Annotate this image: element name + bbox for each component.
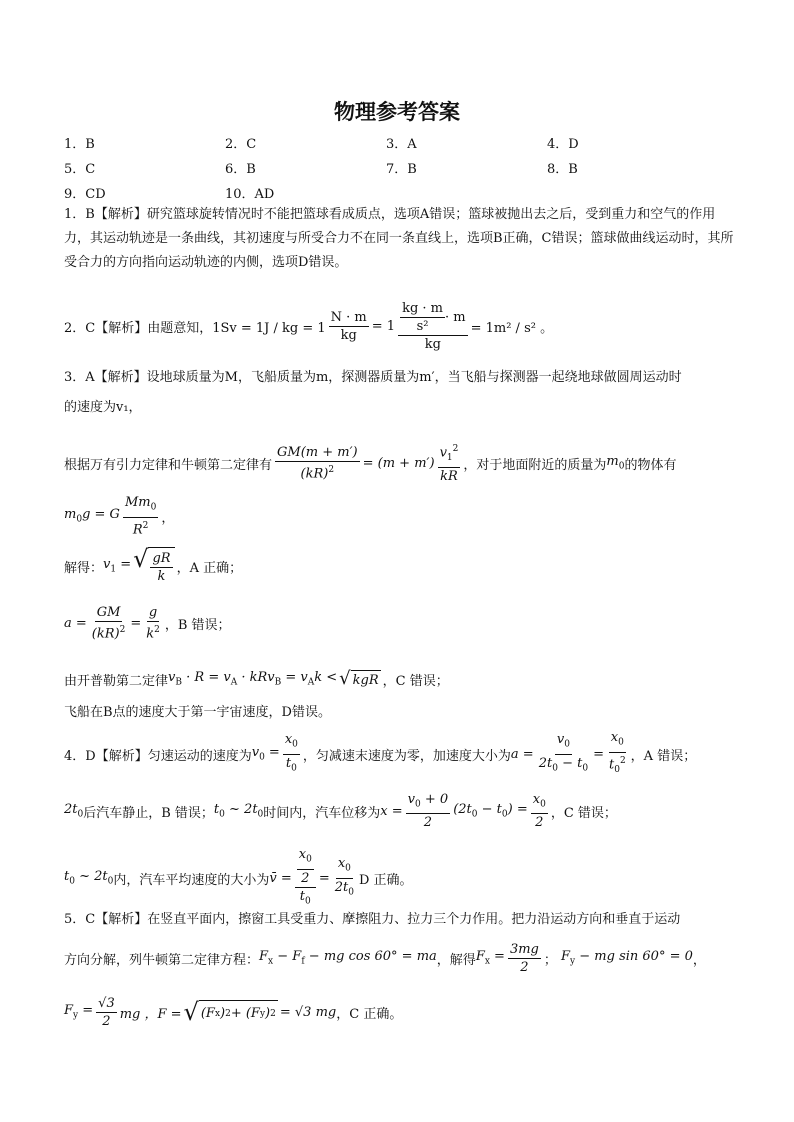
q5-line-1: 5．C【解析】在竖直平面内，擦窗工具受重力、摩擦阻力、拉力三个力作用。把力沿运动方向和垂直于运动 xyxy=(64,912,681,927)
q5-l2-b: ，解得 xyxy=(436,952,476,968)
q2-f2-inner-den: s² xyxy=(416,318,429,334)
q2-f2-num-tail: · m xyxy=(445,309,466,325)
answer-cell: 1．B xyxy=(64,137,95,152)
q4-l1-a: 4．D【解析】匀速运动的速度为 xyxy=(64,748,252,764)
q2-fraction-2 xyxy=(398,300,468,353)
answer-cell: 7．B xyxy=(386,162,417,177)
q5-l2-d: ， xyxy=(692,952,706,968)
q2-f1-num: N · m xyxy=(330,309,367,325)
q2-f2-den: kg xyxy=(424,336,441,352)
answer-cell: 8．B xyxy=(547,162,578,177)
q2-fraction-1 xyxy=(329,309,369,344)
page-title: 物理参考答案 xyxy=(334,100,460,124)
q3-kepler-tail: ，C 错误； xyxy=(382,673,449,689)
q5-line-2: 方向分解，列牛顿第二定律方程： $F_x - F_f$ − mg cos 60° = ma ，解得 $F_x$ = $\frac{3mg}{2}$ ； $F_y$ − mg sin 60° = 0 ， xyxy=(64,941,706,975)
q2-mid: = 1 xyxy=(371,318,396,334)
q3-line3-tail: 的物体有 xyxy=(624,457,677,473)
q3-line4-tail: ， xyxy=(161,510,175,526)
answer-cell: 4．D xyxy=(547,137,579,152)
q5-l2-a: 方向分解，列牛顿第二定律方程： xyxy=(64,952,260,968)
q3-line-2: 的速度为v₁， xyxy=(64,400,142,415)
q4-l2-a: 后汽车静止，B 错误； xyxy=(83,805,214,821)
q4-line-3: $t_0$ ~ $2t_0$ 内，汽车平均速度的大小为 v̄ = $\frac{\frac{x_0}{2}}{t_0}$ = $\frac{x_0}{2t_0}$ D 正确。 xyxy=(64,846,413,907)
q4-line-2: $2t_0$ 后汽车静止，B 错误； $t_0$ ~ $2t_0$ 时间内，汽车位移为 x = $\frac{v_0 + 0}{2}$ $(2t_0 - t_0)$ = $\frac{x_0}{2}$ ，C 错误； xyxy=(64,791,617,831)
q3-centripetal-fraction: $\frac{v_1^2}{kR}$ xyxy=(438,441,461,485)
q3-acceleration: a = $\frac{GM}{(kR)^2}$ = $\frac{g}{k^2}$ ，B 错误； xyxy=(64,604,231,642)
q3-line3-lead: 根据万有引力定律和牛顿第二定律有 xyxy=(64,457,273,473)
q4-l1-b: ，匀减速末速度为零，加速度大小为 xyxy=(302,748,511,764)
q3-solve-tail: ，A 正确； xyxy=(176,560,243,576)
q4-line-1: 4．D【解析】匀速运动的速度为 $v_0$ = $\frac{x_0}{t_0}$ ，匀减速末速度为零，加速度大小为 a = $\frac{v_0}{2t_0 - t_0}$ = $\frac{x_0}{t_0^2}$ ，A 错误； xyxy=(64,730,697,775)
q4-l2-c: ，C 错误； xyxy=(550,805,617,821)
q3-gravity-fraction: $\frac{GM(m + m')}{(kR)^2}$ xyxy=(277,444,358,482)
answer-cell: 5．C xyxy=(64,162,96,177)
answer-cell: 9．CD xyxy=(64,187,106,202)
q3-line-1: 3．A【解析】设地球质量为M，飞船质量为m，探测器质量为m′，当飞船与探测器一起绕地球做圆周运动时 xyxy=(64,370,682,385)
q3-line-4: $m_0g = G$ $\frac{Mm_0}{R^2}$ ， xyxy=(64,495,175,537)
q2-lead: 2．C【解析】由题意知，1Sv = 1J / kg = 1 xyxy=(64,320,326,336)
q3-kepler-lead: 由开普勒第二定律 xyxy=(64,673,169,689)
answer-cell: 10．AD xyxy=(225,187,275,202)
q2-f2-inner-num: kg · m xyxy=(402,300,443,316)
answer-cell: 3．A xyxy=(386,137,417,152)
q3-solve-lead: 解得： xyxy=(64,560,104,576)
q5-line-3: $F_y$ = $\frac{√3}{2}$ mg ，F = √ (F x ) 2 + (F y ) 2 = √3 mg ，C 正确。 xyxy=(64,995,403,1029)
q3-line3-mid: ，对于地面附近的质量为 xyxy=(463,457,607,473)
q3-kepler: 由开普勒第二定律 $v_B \cdot R = v_A \cdot kRv_B = v_Ak$ < √ kgR ，C 错误； xyxy=(64,668,449,689)
q3-line-3: 根据万有引力定律和牛顿第二定律有 $\frac{GM(m + m')}{(kR)^2}$ = (m + m′) $\frac{v_1^2}{kR}$ ，对于地面附近的质量为 $m_0$ 的物体有 xyxy=(64,443,676,483)
q1-explanation: 1．B【解析】研究篮球旋转情况时不能把篮球看成质点，选项A错误；篮球被抛出去之后，受到重力和空气的作用力，其运动轨迹是一条曲线，其初速度与所受合力不在同一条直线上，选项B正确，C错误；篮球做曲线运动时，其所受合力的方向指向运动轨迹的内侧，选项D错误。 xyxy=(64,207,734,270)
answer-cell: 6．B xyxy=(225,162,256,177)
q3-solve: 解得： $v_1$ = √ $\frac{gR}{k}$ ，A 正确； xyxy=(64,545,243,584)
q2-f1-den: kg xyxy=(340,327,357,343)
answer-cell: 2．C xyxy=(225,137,257,152)
q5-l3-tail: ，C 正确。 xyxy=(336,1006,403,1022)
q4-l2-b: 时间内，汽车位移为 xyxy=(263,805,381,821)
q2-explanation xyxy=(64,291,553,361)
q5-l2-c: ； xyxy=(543,952,557,968)
q4-l3-b: D 正确。 xyxy=(358,872,413,888)
q3-accel-tail: ，B 错误； xyxy=(164,617,231,633)
q2-tail: = 1m² / s² 。 xyxy=(470,320,554,336)
q4-l3-a: 内，汽车平均速度的大小为 xyxy=(113,872,270,888)
q4-l1-c: ，A 错误； xyxy=(630,748,697,764)
q3-last: 飞船在B点的速度大于第一宇宙速度，D错误。 xyxy=(64,705,331,720)
